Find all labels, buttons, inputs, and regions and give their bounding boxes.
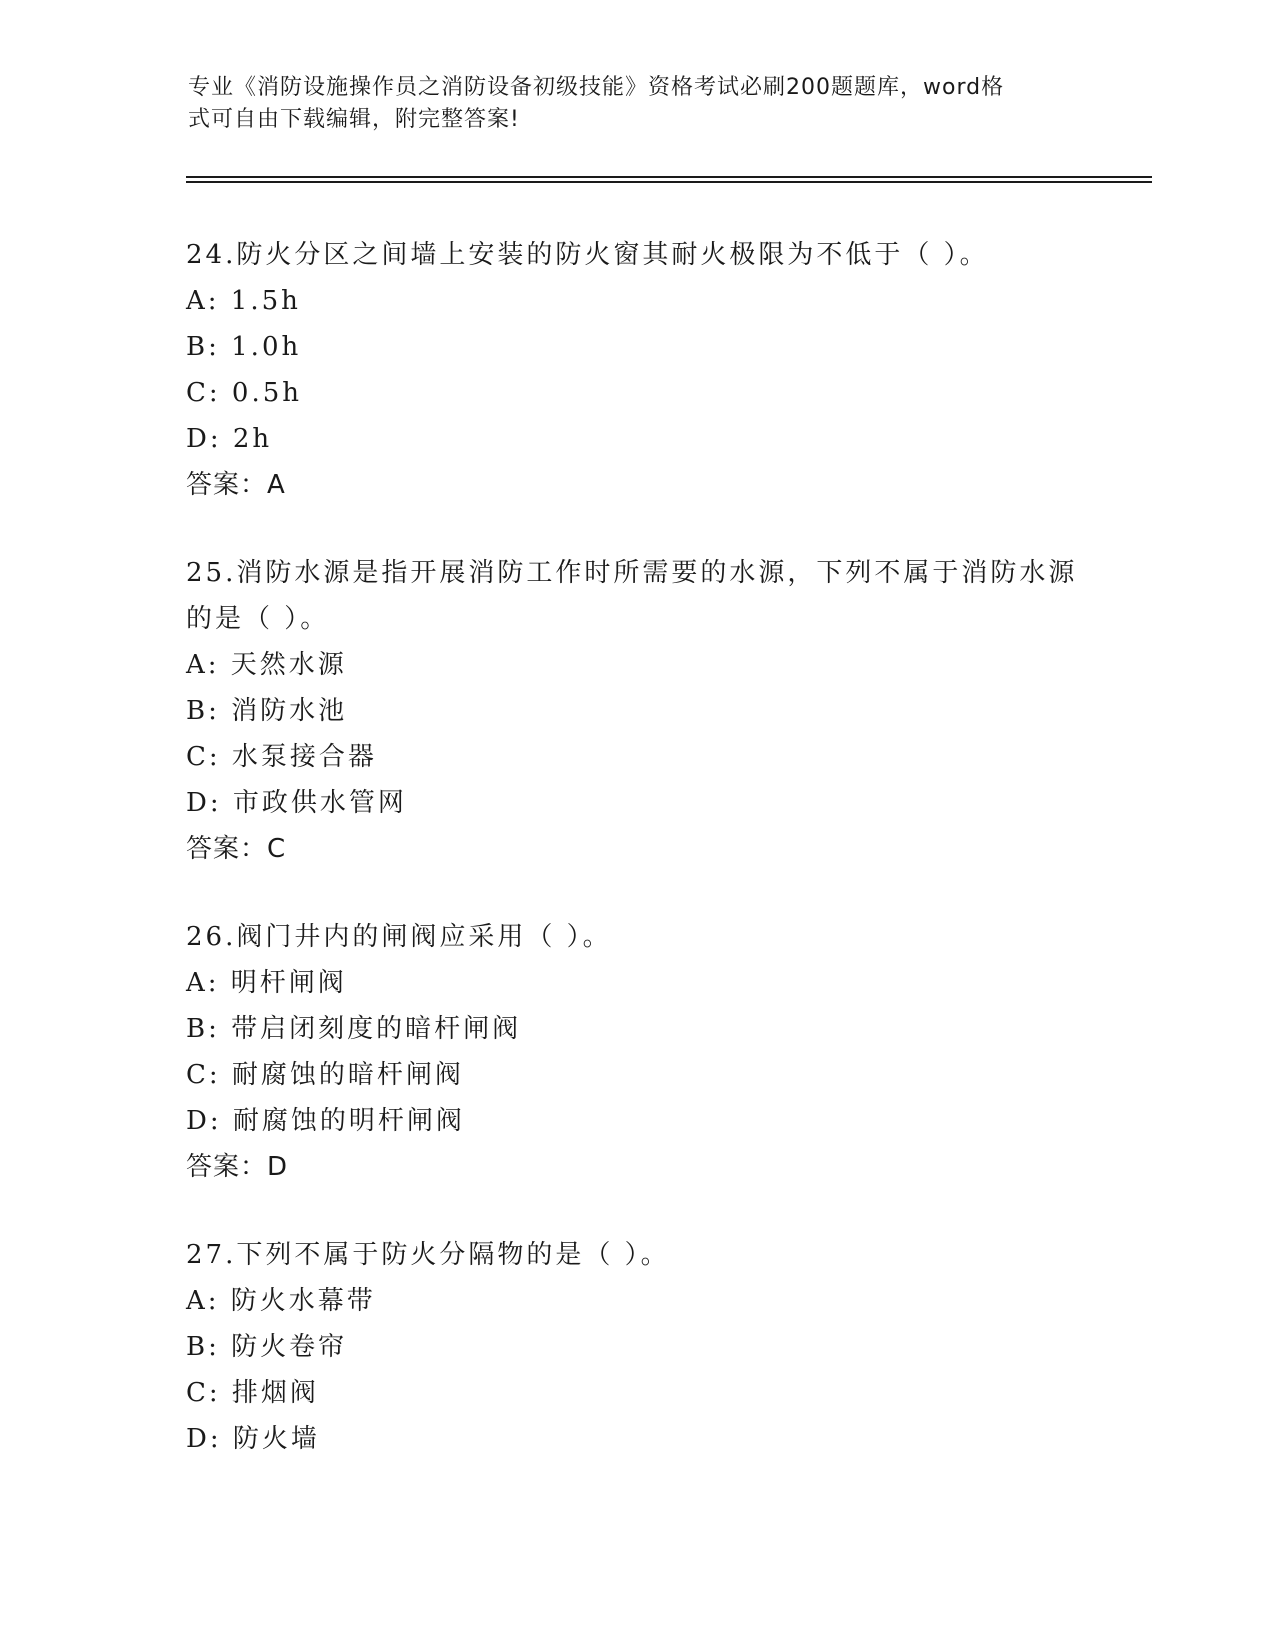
option-b: B: 带启闭刻度的暗杆闸阀 (186, 1014, 522, 1044)
header-line-1: 专业《消防设施操作员之消防设备初级技能》资格考试必刷200题题库，word格 (188, 75, 1005, 100)
question-list (186, 232, 1086, 1504)
question-stem: 24.防火分区之间墙上安装的防火窗其耐火极限为不低于（ ）。 (186, 240, 989, 270)
option-d: D: 2h (186, 424, 273, 454)
question-27 (186, 1232, 1086, 1462)
header-line-2: 式可自由下载编辑，附完整答案! (188, 107, 520, 132)
option-d: D: 市政供水管网 (186, 788, 407, 818)
question-stem-line-2: 的是（ ）。 (186, 604, 330, 634)
answer-line: 答案：C (186, 834, 287, 864)
option-b: B: 1.0h (186, 332, 302, 362)
option-b: B: 防火卷帘 (186, 1332, 348, 1362)
option-a: A: 防火水幕带 (186, 1286, 376, 1316)
question-24 (186, 232, 1086, 508)
answer-line: 答案：D (186, 1152, 289, 1182)
option-c: C: 耐腐蚀的暗杆闸阀 (186, 1060, 464, 1090)
question-stem: 27.下列不属于防火分隔物的是（ ）。 (186, 1240, 670, 1270)
option-b: B: 消防水池 (186, 696, 348, 726)
option-a: A: 天然水源 (186, 650, 347, 680)
option-a: A: 1.5h (186, 286, 301, 316)
option-d: D: 耐腐蚀的明杆闸阀 (186, 1106, 465, 1136)
option-c: C: 水泵接合器 (186, 742, 377, 772)
option-a: A: 明杆闸阀 (186, 968, 347, 998)
header-divider-bottom (186, 181, 1152, 183)
question-25 (186, 550, 1086, 872)
option-c: C: 0.5h (186, 378, 303, 408)
question-26 (186, 914, 1086, 1190)
header-divider-top (186, 176, 1152, 178)
option-d: D: 防火墙 (186, 1424, 320, 1454)
question-stem: 26.阀门井内的闸阀应采用（ ）。 (186, 922, 612, 952)
document-header (188, 72, 1068, 136)
option-c: C: 排烟阀 (186, 1378, 319, 1408)
question-stem-line-1: 25.消防水源是指开展消防工作时所需要的水源，下列不属于消防水源 (186, 558, 1078, 588)
answer-line: 答案：A (186, 470, 286, 500)
